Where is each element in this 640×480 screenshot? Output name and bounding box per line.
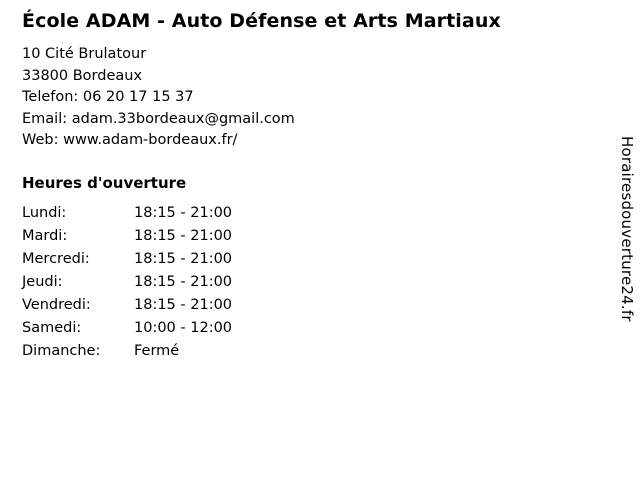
day-label: Lundi:	[22, 204, 67, 221]
day-label: Mardi:	[22, 227, 68, 244]
table-row	[22, 271, 314, 294]
day-hours: 18:15 - 21:00	[134, 204, 233, 221]
day-hours: 18:15 - 21:00	[134, 250, 233, 267]
page-title: École ADAM - Auto Défense et Arts Martiaux	[22, 10, 501, 32]
business-info-block	[22, 8, 602, 363]
day-hours: 18:15 - 21:00	[134, 273, 233, 290]
day-label: Mercredi:	[22, 250, 90, 267]
day-hours: 10:00 - 12:00	[134, 319, 233, 336]
address-city: 33800 Bordeaux	[22, 67, 143, 84]
site-watermark: Horairesdouverture24.fr	[618, 136, 636, 322]
email-line: Email: adam.33bordeaux@gmail.com	[22, 110, 295, 127]
day-label: Jeudi:	[22, 273, 63, 290]
day-label: Vendredi:	[22, 296, 91, 313]
address-street: 10 Cité Brulatour	[22, 46, 147, 62]
phone-line: Telefon: 06 20 17 15 37	[22, 89, 194, 105]
website-line: Web: www.adam-bordeaux.fr/	[22, 132, 238, 148]
day-hours: Fermé	[134, 342, 180, 359]
table-row	[22, 294, 314, 317]
table-row	[22, 225, 314, 248]
table-row	[22, 317, 314, 340]
day-hours: 18:15 - 21:00	[134, 227, 233, 244]
table-row	[22, 340, 314, 363]
opening-hours-heading: Heures d'ouverture	[22, 173, 187, 192]
table-row	[22, 248, 314, 271]
opening-hours-table	[22, 202, 314, 363]
table-row	[22, 202, 314, 225]
day-hours: 18:15 - 21:00	[134, 296, 233, 313]
day-label: Dimanche:	[22, 342, 101, 359]
day-label: Samedi:	[22, 319, 82, 336]
